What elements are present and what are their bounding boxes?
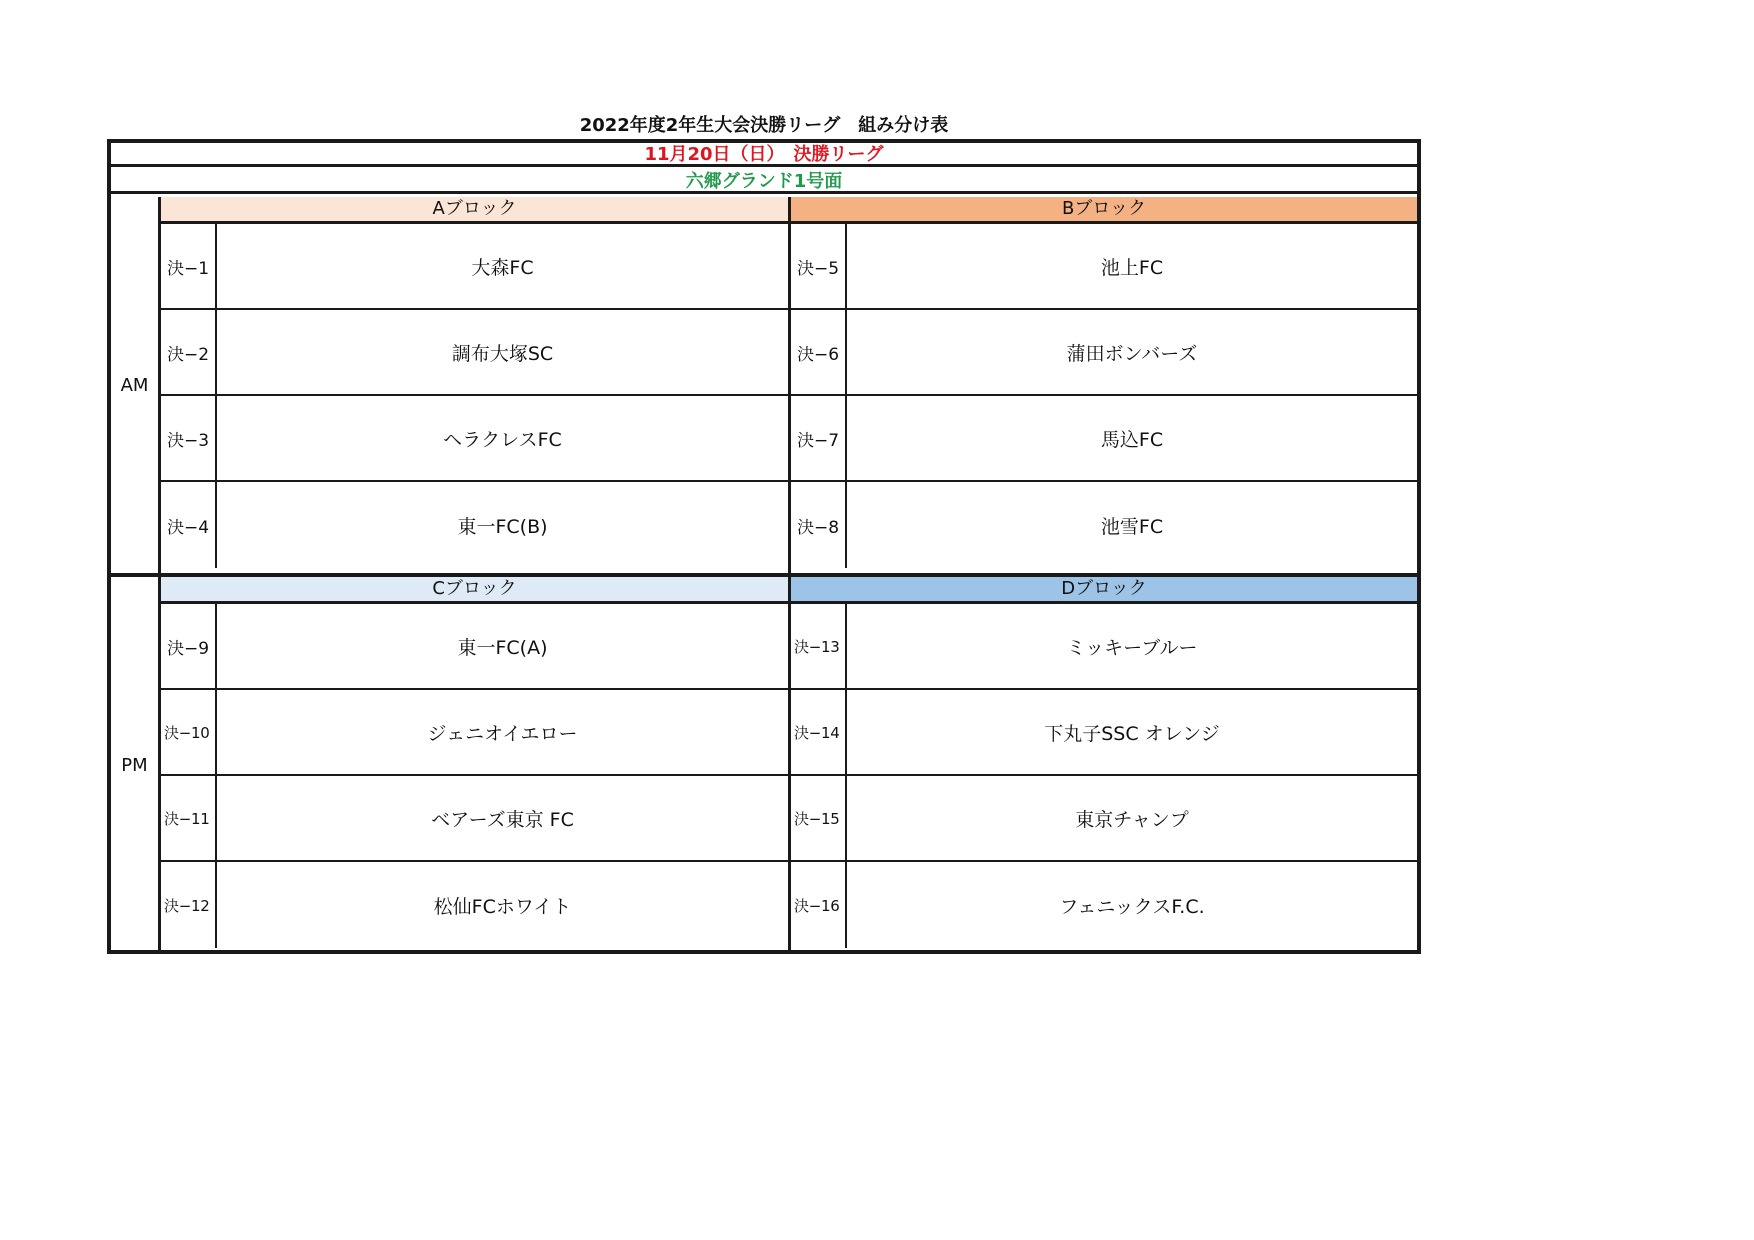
match-row: [791, 690, 1417, 776]
block-d: [791, 577, 1417, 954]
team-name: 池雪FC: [1100, 515, 1164, 538]
block-header: Aブロック: [161, 197, 788, 224]
match-row: [791, 310, 1417, 396]
team-name: ミッキーブルー: [1066, 636, 1198, 659]
match-code: 決−16: [791, 862, 847, 948]
session-label: PM: [111, 577, 161, 954]
match-row: [791, 396, 1417, 482]
session-pm: [111, 577, 1417, 954]
session-label: AM: [111, 197, 161, 573]
team-name: フェニックスF.C.: [1059, 895, 1205, 918]
match-row: [161, 862, 788, 948]
block-b: [791, 197, 1417, 573]
team-name: 東一FC(A): [457, 636, 548, 659]
match-code: 決−6: [791, 310, 847, 394]
match-code: 決−15: [791, 776, 847, 860]
team-name: ヘラクレスFC: [443, 428, 562, 451]
team-name: 東京チャンプ: [1075, 808, 1189, 831]
match-code: 決−14: [791, 690, 847, 774]
match-row: [791, 224, 1417, 310]
match-code: 決−2: [161, 310, 217, 394]
match-row: [161, 224, 788, 310]
match-row: [161, 310, 788, 396]
match-row: [791, 776, 1417, 862]
match-code: 決−1: [161, 224, 217, 308]
match-code: 決−7: [791, 396, 847, 480]
team-name: 調布大塚SC: [451, 342, 554, 365]
match-code: 決−9: [161, 604, 217, 688]
match-code: 決−10: [161, 690, 217, 774]
team-name: 松仙FCホワイト: [433, 895, 572, 918]
match-row: [791, 482, 1417, 568]
team-name: ベアーズ東京 FC: [431, 808, 574, 831]
match-row: [161, 482, 788, 568]
team-name: 下丸子SSC オレンジ: [1044, 722, 1220, 745]
match-code: 決−11: [161, 776, 217, 860]
block-header: Cブロック: [161, 577, 788, 604]
team-name: 蒲田ボンバーズ: [1066, 342, 1198, 365]
sheet-title: 2022年度2年生大会決勝リーグ 組み分け表: [579, 115, 949, 136]
match-code: 決−4: [161, 482, 217, 568]
match-code: 決−3: [161, 396, 217, 480]
venue-line: 六郷グランド1号面: [111, 170, 1417, 194]
team-name: 馬込FC: [1100, 428, 1164, 451]
bracket-table: [107, 139, 1421, 954]
date-line: 11月20日（日） 決勝リーグ: [111, 143, 1417, 167]
block-header: Bブロック: [791, 197, 1417, 224]
block-header: Dブロック: [791, 577, 1417, 604]
team-name: ジェニオイエロー: [427, 722, 578, 745]
match-row: [791, 604, 1417, 690]
match-code: 決−13: [791, 604, 847, 688]
match-code: 決−5: [791, 224, 847, 308]
team-name: 大森FC: [471, 256, 534, 279]
match-row: [161, 396, 788, 482]
block-a: [161, 197, 791, 573]
match-row: [161, 776, 788, 862]
team-name: 東一FC(B): [457, 515, 548, 538]
block-c: [161, 577, 791, 954]
match-row: [791, 862, 1417, 948]
session-am: [111, 197, 1417, 577]
match-code: 決−12: [161, 862, 217, 948]
match-row: [161, 604, 788, 690]
match-row: [161, 690, 788, 776]
match-code: 決−8: [791, 482, 847, 568]
team-name: 池上FC: [1100, 256, 1164, 279]
